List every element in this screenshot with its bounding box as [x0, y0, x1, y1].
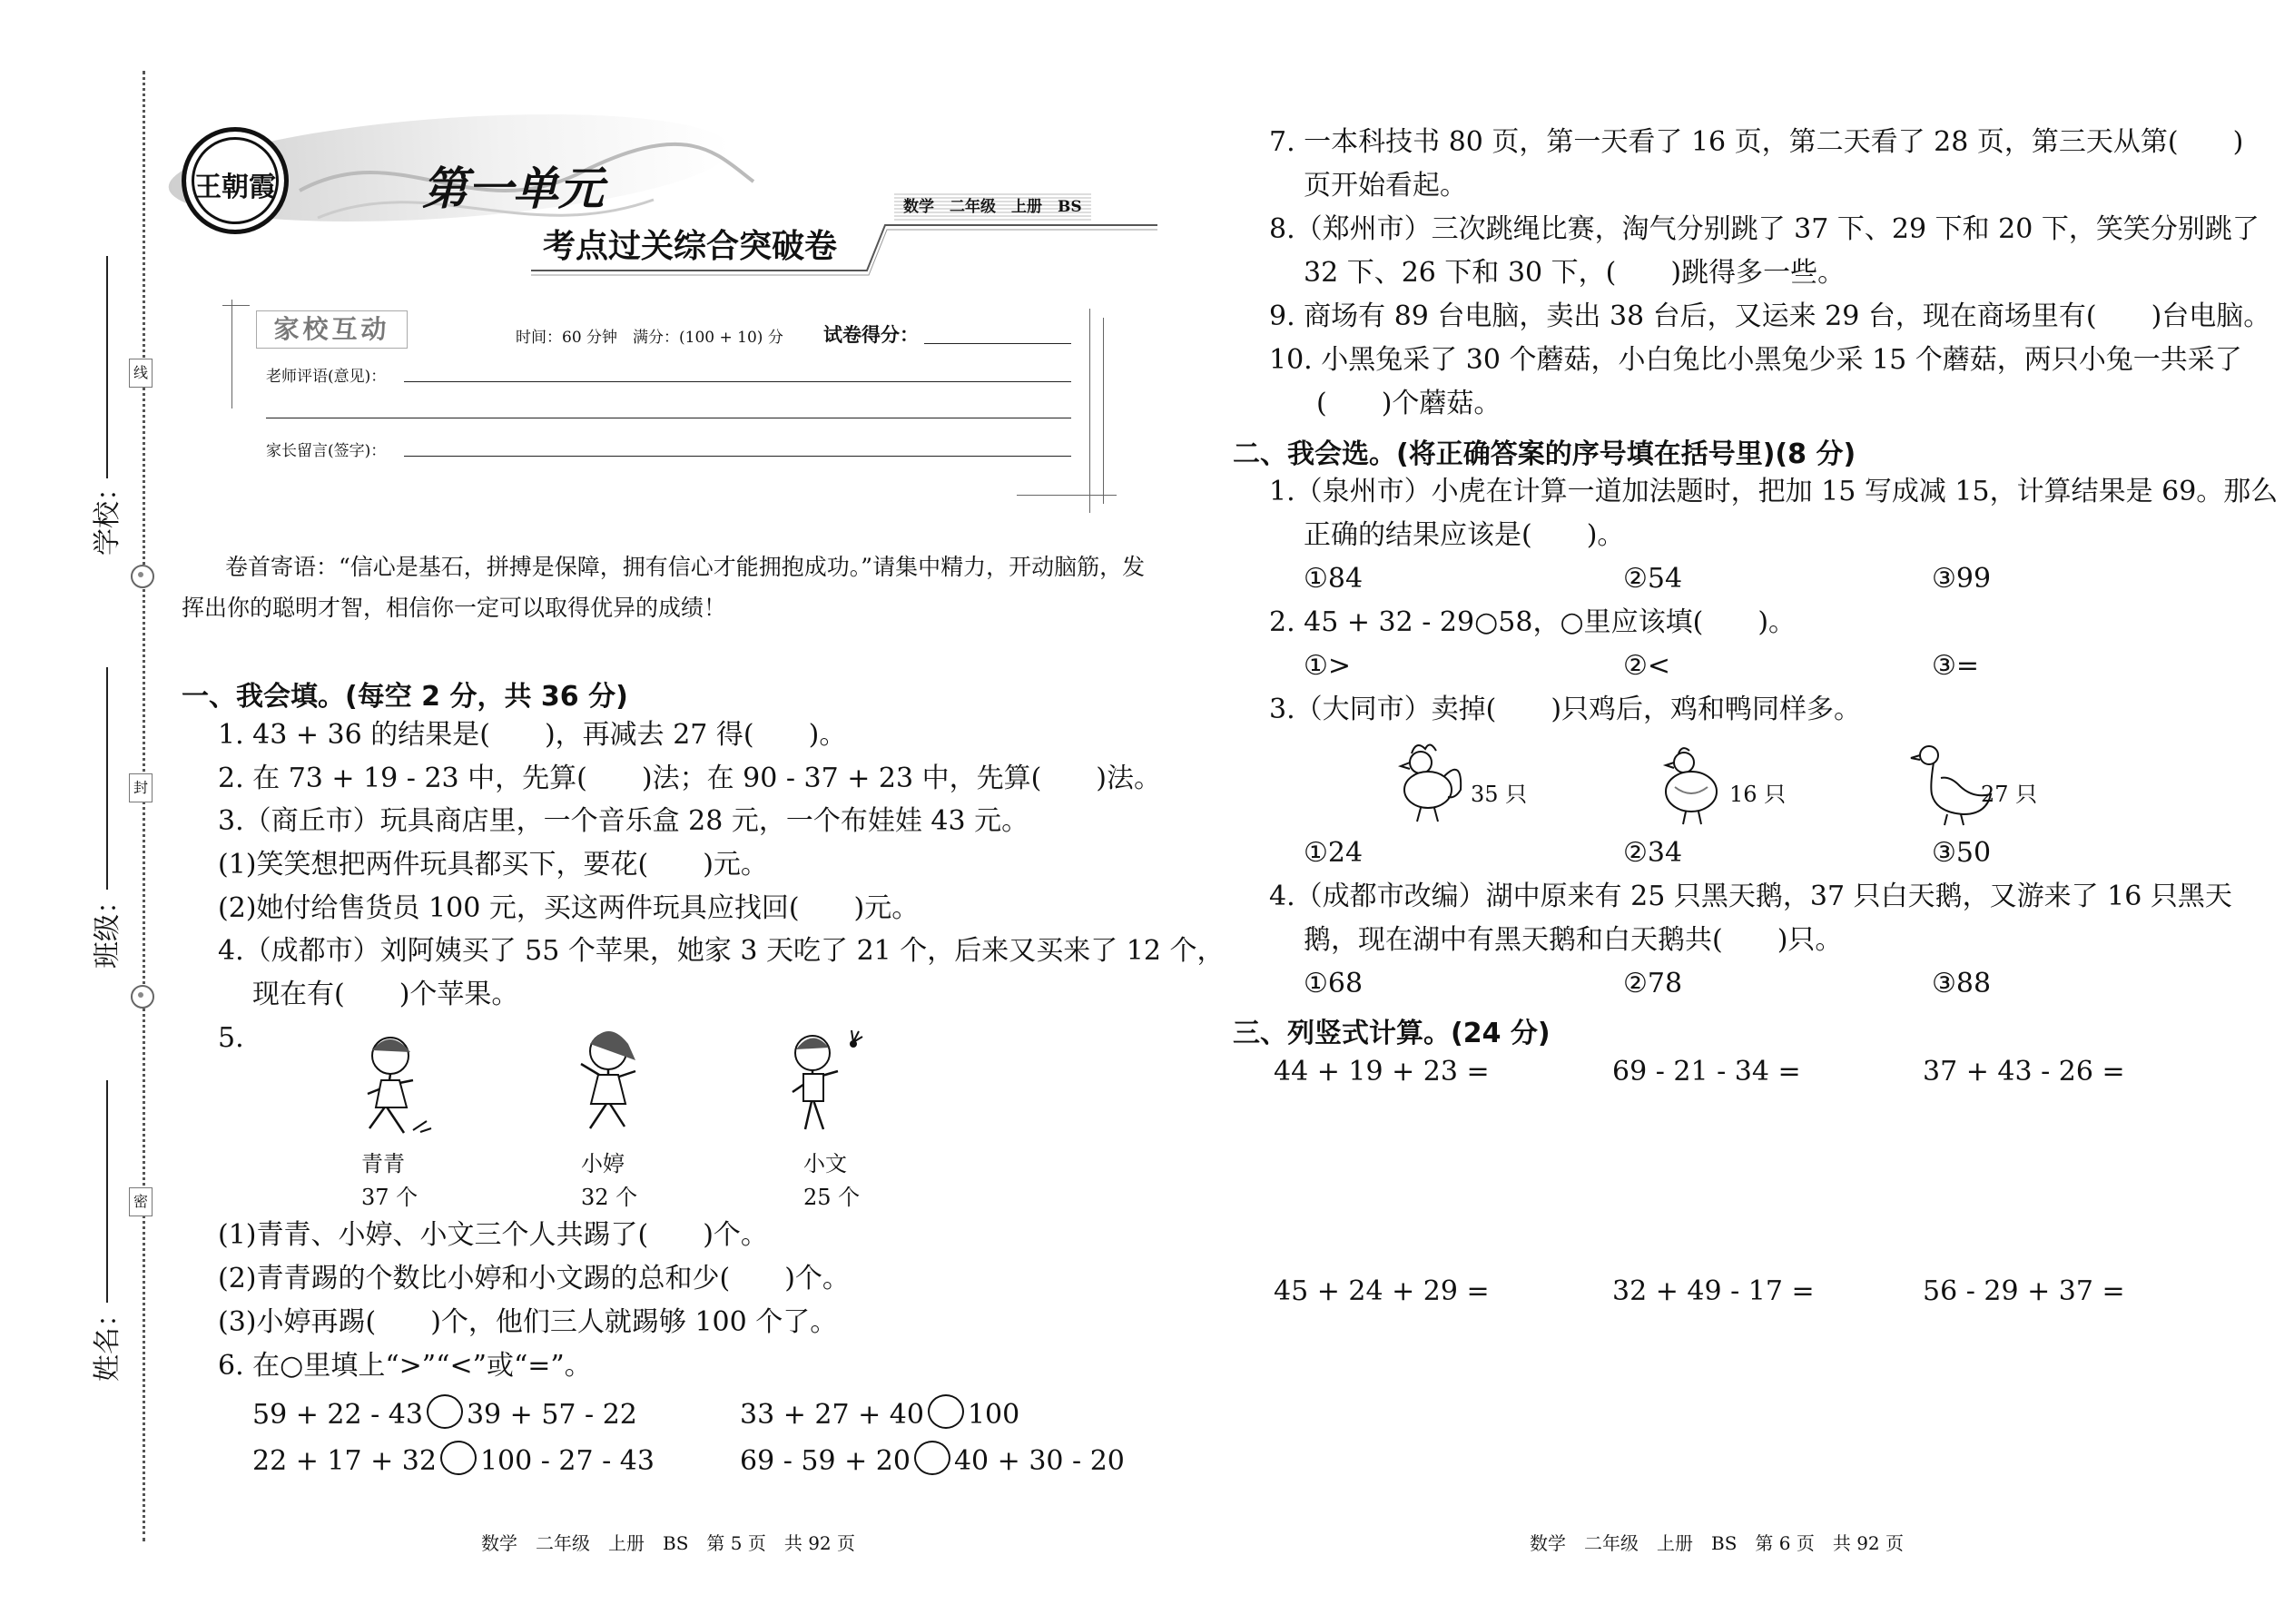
s1-q4-line2: 现在有( )个苹果。 — [252, 979, 519, 1010]
parent-note-line[interactable] — [404, 456, 1071, 457]
paper-subtitle: 考点过关综合突破卷 — [543, 227, 838, 265]
compare-blank[interactable] — [914, 1441, 950, 1475]
score-input-line[interactable] — [924, 343, 1071, 344]
name-label: 姓名： — [92, 1300, 123, 1382]
vertical-calc-item[interactable]: 44 + 19 + 23 = — [1274, 1056, 1490, 1088]
compare-blank[interactable] — [427, 1394, 463, 1429]
seal-tag-seal: 封 — [129, 773, 153, 802]
page-footer-right: 数学 二年级 上册 BS 第 6 页 共 92 页 — [1530, 1532, 1905, 1554]
panel-frame-line — [231, 300, 232, 408]
school-label: 学校： — [92, 474, 123, 556]
s1-q5-3: (3)小婷再踢( )个，他们三人就踢够 100 个了。 — [218, 1306, 838, 1338]
kid-name: 青青 — [361, 1151, 405, 1176]
vertical-calc-item[interactable]: 37 + 43 - 26 = — [1923, 1056, 2125, 1088]
binding-hole-icon — [131, 985, 154, 1009]
teacher-comment-line[interactable] — [404, 381, 1071, 382]
girl-dancing-icon — [558, 1024, 658, 1151]
home-school-tab: 家校互动 — [256, 310, 408, 349]
s1-q7-line1: 7. 一本科技书 80 页，第一天看了 16 页，第二天看了 28 页，第三天从第( ) — [1269, 126, 2244, 158]
compare-blank[interactable] — [440, 1441, 477, 1475]
kid-count: 25 个 — [803, 1185, 861, 1210]
compare-item: 33 + 27 + 40 100 — [740, 1394, 1019, 1433]
option[interactable]: ①24 — [1304, 837, 1364, 869]
option[interactable]: ②34 — [1623, 837, 1683, 869]
s2-q4-line1: 4.（成都市改编）湖中原来有 25 只黑天鹅，37 只白天鹅，又游来了 16 只黑天 — [1269, 881, 2232, 912]
option[interactable]: ②78 — [1623, 968, 1683, 999]
hen-icon — [1648, 737, 1729, 828]
s1-q7-line2: 页开始看起。 — [1304, 170, 1467, 202]
kid-count: 37 个 — [361, 1185, 418, 1210]
s1-q2: 2. 在 73 + 19 - 23 中，先算( )法；在 90 - 37 + 23 中，先算( )法。 — [218, 763, 1161, 794]
option[interactable]: ③50 — [1932, 837, 1992, 869]
option[interactable]: ②54 — [1623, 563, 1683, 595]
s1-q10-line2: ( )个蘑菇。 — [1316, 388, 1501, 419]
panel-frame-line — [222, 305, 250, 306]
binding-hole-icon — [131, 565, 154, 588]
option[interactable]: ①> — [1304, 650, 1352, 682]
section2-heading: 二、我会选。(将正确答案的序号填在括号里)(8 分) — [1233, 438, 1856, 470]
parent-note-label: 家长留言(签字)： — [266, 442, 387, 460]
option[interactable]: ③99 — [1932, 563, 1992, 595]
panel-frame-line — [1103, 318, 1104, 504]
s1-q8-line1: 8.（郑州市）三次跳绳比赛，淘气分别跳了 37 下、29 下和 20 下，笑笑分别跳了 — [1269, 213, 2260, 245]
s2-q1-line1: 1.（泉州市）小虎在计算一道加法题时，把加 15 写成减 15，计算结果是 69。那么 — [1269, 476, 2279, 507]
seal-tag-line: 线 — [129, 359, 153, 388]
section1-heading: 一、我会填。(每空 2 分，共 36 分) — [182, 681, 628, 713]
s1-q6: 6. 在○里填上“>”“<”或“=”。 — [218, 1350, 592, 1382]
duck-count: 27 只 — [1981, 782, 2038, 807]
score-label: 试卷得分： — [823, 324, 919, 346]
kid-name: 小文 — [803, 1151, 847, 1176]
kid-name: 小婷 — [581, 1151, 625, 1176]
subject-tag: 数学 二年级 上册 BS — [894, 193, 1091, 221]
s1-q4-line1: 4.（成都市）刘阿姨买了 55 个苹果，她家 3 天吃了 21 个，后来又买来了 12 个， — [218, 935, 1225, 967]
vertical-calc-item[interactable]: 56 - 29 + 37 = — [1923, 1275, 2125, 1307]
vertical-calc-item[interactable]: 45 + 24 + 29 = — [1274, 1275, 1490, 1307]
vertical-calc-item[interactable]: 69 - 21 - 34 = — [1612, 1056, 1801, 1088]
compare-item: 69 - 59 + 20 40 + 30 - 20 — [740, 1441, 1125, 1480]
teacher-comment-label: 老师评语(意见)： — [266, 368, 387, 386]
option[interactable]: ②< — [1623, 650, 1671, 682]
name-fill-line[interactable] — [106, 1080, 108, 1303]
unit-title: 第一单元 — [422, 162, 604, 215]
option[interactable]: ③= — [1932, 650, 1980, 682]
s1-q1: 1. 43 + 36 的结果是( )，再减去 27 得( )。 — [218, 719, 847, 751]
binding-dotted-line — [143, 71, 145, 1541]
hen-count: 16 只 — [1729, 782, 1787, 807]
kid-count: 32 个 — [581, 1185, 638, 1210]
s2-q1-line2: 正确的结果应该是( )。 — [1304, 519, 1625, 551]
rooster-icon — [1384, 735, 1466, 826]
s1-q9: 9. 商场有 89 台电脑，卖出 38 台后，又运来 29 台，现在商场里有( )台电脑。 — [1269, 300, 2271, 332]
motto-line-1: 卷首寄语：“信心是基石，拼搏是保障，拥有信心才能拥抱成功。”请集中精力，开动脑筋，发 — [225, 554, 1146, 580]
class-label: 班级： — [92, 887, 123, 969]
seal-tag-secret: 密 — [129, 1187, 153, 1216]
s1-q5: 5. — [218, 1022, 244, 1054]
panel-frame-line — [1089, 309, 1090, 513]
option[interactable]: ③88 — [1932, 968, 1992, 999]
s1-q3: 3.（商丘市）玩具商店里，一个音乐盒 28 元，一个布娃娃 43 元。 — [218, 805, 1029, 837]
boy-kicking-shuttlecock-icon — [776, 1024, 876, 1151]
page-footer-left: 数学 二年级 上册 BS 第 5 页 共 92 页 — [481, 1532, 856, 1554]
s2-q2: 2. 45 + 32 - 29○58，○里应该填( )。 — [1269, 606, 1797, 638]
panel-frame-line — [1017, 495, 1117, 496]
s2-q4-line2: 鹅，现在湖中有黑天鹅和白天鹅共( )只。 — [1304, 924, 1843, 956]
s1-q8-line2: 32 下、26 下和 30 下，( )跳得多一些。 — [1304, 257, 1846, 289]
option[interactable]: ①68 — [1304, 968, 1364, 999]
time-score-info: 时间：60 分钟 满分：(100 + 10) 分 — [516, 329, 783, 347]
s1-q5-2: (2)青青踢的个数比小婷和小文踢的总和少( )个。 — [218, 1263, 850, 1294]
s1-q5-1: (1)青青、小婷、小文三个人共踢了( )个。 — [218, 1219, 768, 1251]
compare-item: 22 + 17 + 32 100 - 27 - 43 — [252, 1441, 655, 1480]
s2-q3: 3.（大同市）卖掉( )只鸡后，鸡和鸭同样多。 — [1269, 694, 1862, 725]
class-fill-line[interactable] — [106, 667, 108, 890]
option[interactable]: ①84 — [1304, 563, 1364, 595]
vertical-calc-item[interactable]: 32 + 49 - 17 = — [1612, 1275, 1815, 1307]
girl-kicking-shuttlecock-icon — [350, 1030, 440, 1148]
s1-q3-1: (1)笑笑想把两件玩具都买下，要花( )元。 — [218, 849, 768, 881]
s1-q3-2: (2)她付给售货员 100 元，买这两件玩具应找回( )元。 — [218, 892, 920, 924]
compare-blank[interactable] — [928, 1394, 964, 1429]
section3-heading: 三、列竖式计算。(24 分) — [1233, 1018, 1551, 1049]
compare-item: 59 + 22 - 43 39 + 57 - 22 — [252, 1394, 637, 1433]
rooster-count: 35 只 — [1471, 782, 1528, 807]
school-fill-line[interactable] — [106, 256, 108, 478]
motto-line-2: 挥出你的聪明才智，相信你一定可以取得优异的成绩！ — [182, 595, 727, 621]
s1-q10-line1: 10. 小黑兔采了 30 个蘑菇，小白兔比小黑兔少采 15 个蘑菇，两只小兔一共采了 — [1269, 344, 2242, 376]
publisher-seal-logo: 王朝霞 — [182, 127, 289, 234]
